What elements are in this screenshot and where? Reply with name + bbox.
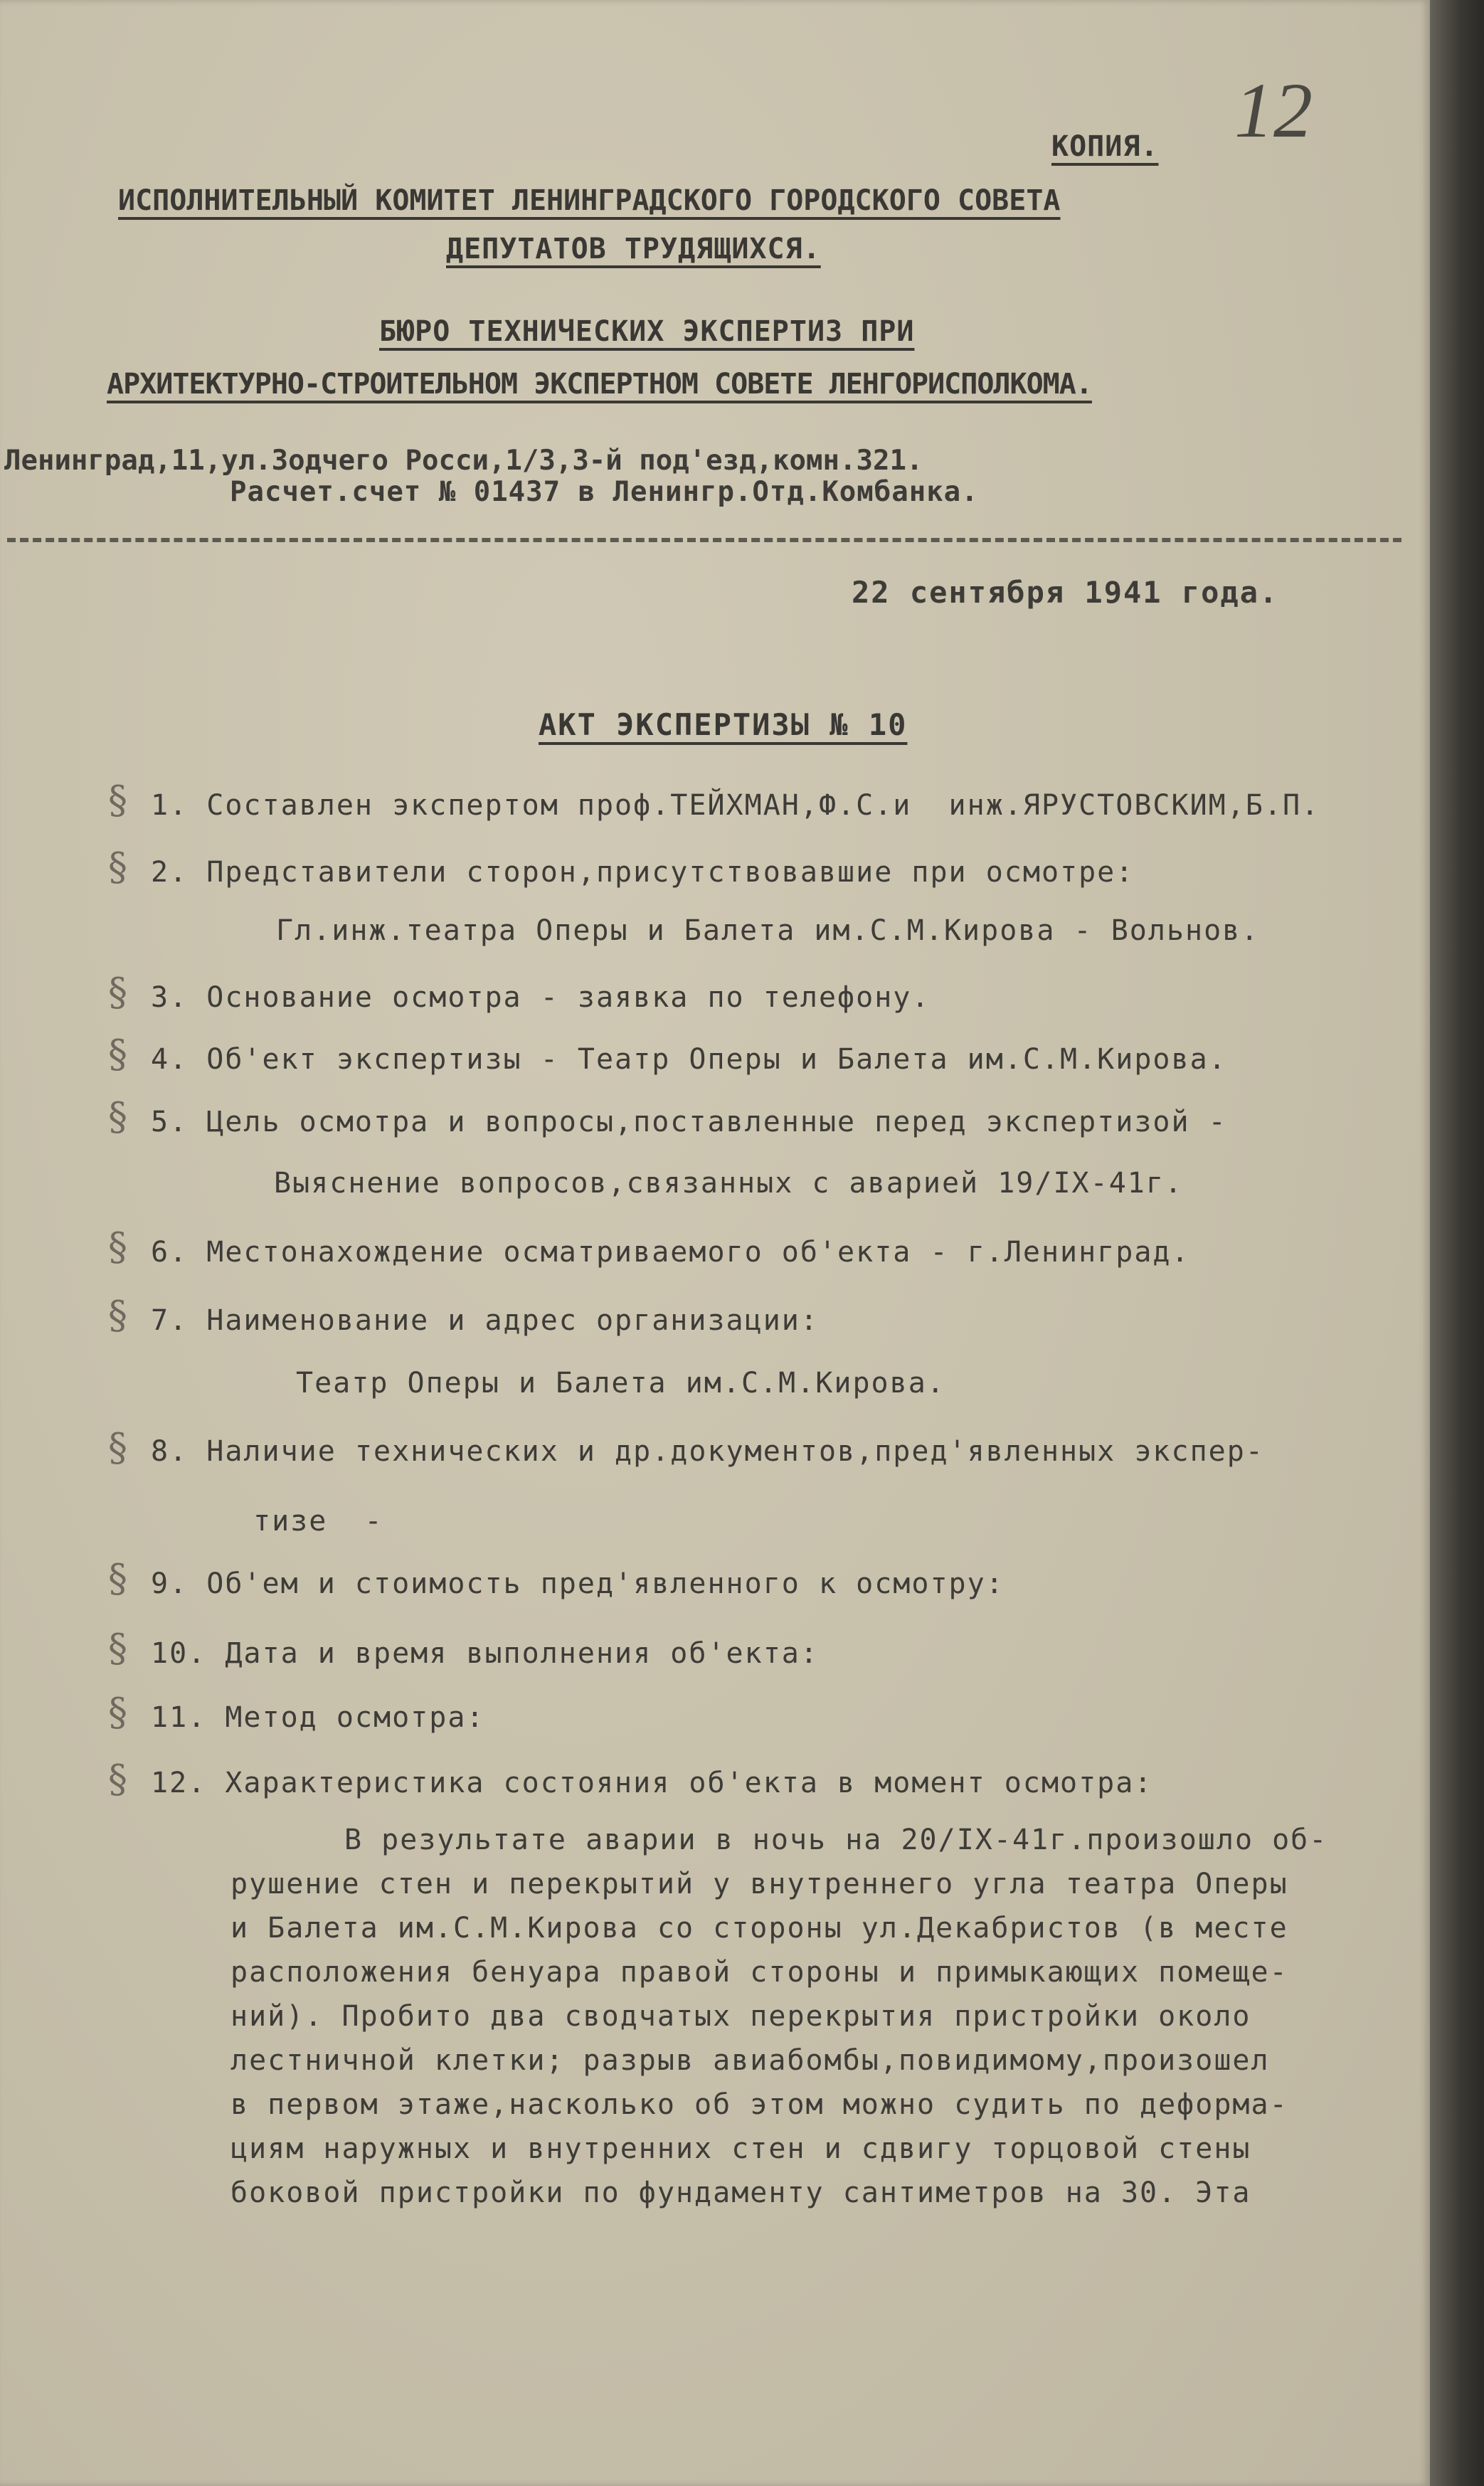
section-mark: § xyxy=(108,1757,127,1802)
item-7: 7. Наименование и адрес организации: xyxy=(151,1304,819,1337)
address-line-2: Расчет.счет № 01437 в Ленингр.Отд.Комбанка. xyxy=(230,476,979,508)
header-line-3: БЮРО ТЕХНИЧЕСКИХ ЭКСПЕРТИЗ ПРИ xyxy=(379,315,915,348)
section-mark: § xyxy=(108,1094,127,1139)
section-mark: § xyxy=(108,970,127,1015)
body-line-6: лестничной клетки; разрыв авиабомбы,повидимому,произошел xyxy=(230,2044,1270,2077)
item-8-continued: тизе - xyxy=(253,1505,383,1538)
body-line-7: в первом этаже,насколько об этом можно судить по деформа- xyxy=(230,2088,1288,2121)
copy-mark: КОПИЯ. xyxy=(1051,130,1159,163)
body-line-8: циям наружных и внутренних стен и сдвигу торцовой стены xyxy=(230,2132,1251,2165)
item-2: 2. Представители сторон,присутствовавшие при осмотре: xyxy=(151,856,1135,889)
book-binding xyxy=(1426,0,1484,2486)
header-line-2: ДЕПУТАТОВ ТРУДЯЩИХСЯ. xyxy=(446,233,821,265)
body-line-9: боковой пристройки по фундаменту сантиметров на 30. Эта xyxy=(230,2176,1251,2209)
item-12: 12. Характеристика состояния об'екта в момент осмотра: xyxy=(151,1767,1153,1799)
item-11: 11. Метод осмотра: xyxy=(151,1701,485,1734)
item-3: 3. Основание осмотра - заявка по телефону. xyxy=(151,981,931,1014)
item-5-detail: Выяснение вопросов,связанных с аварией 19/IX-41г. xyxy=(274,1167,1184,1200)
section-mark: § xyxy=(108,1690,127,1735)
page-number: 12 xyxy=(1234,67,1313,154)
section-mark: § xyxy=(108,1293,127,1338)
item-6: 6. Местонахождение осматриваемого об'екта - г.Ленинград. xyxy=(151,1236,1190,1269)
item-9: 9. Об'ем и стоимость пред'явленного к осмотру: xyxy=(151,1567,1005,1600)
document-date: 22 сентября 1941 года. xyxy=(852,575,1279,610)
header-line-4: АРХИТЕКТУРНО-СТРОИТЕЛЬНОМ ЭКСПЕРТНОМ СОВЕТЕ ЛЕНГОРИСПОЛКОМА. xyxy=(107,368,1092,401)
section-mark: § xyxy=(108,1556,127,1601)
section-mark: § xyxy=(108,1032,127,1077)
item-2-detail: Гл.инж.театра Оперы и Балета им.С.М.Кирова - Вольнов. xyxy=(276,914,1260,947)
body-line-1: В результате аварии в ночь на 20/IX-41г.произошло об- xyxy=(344,1824,1328,1856)
header-line-1: ИСПОЛНИТЕЛЬНЫЙ КОМИТЕТ ЛЕНИНГРАДСКОГО ГОРОДСКОГО СОВЕТА xyxy=(118,184,1061,217)
item-4: 4. Об'ект экспертизы - Театр Оперы и Балета им.С.М.Кирова. xyxy=(151,1043,1227,1076)
item-5: 5. Цель осмотра и вопросы,поставленные перед экспертизой - xyxy=(151,1106,1227,1138)
separator-line xyxy=(7,538,1401,542)
section-mark: § xyxy=(108,778,127,823)
item-8: 8. Наличие технических и др.документов,пред'явленных экспер- xyxy=(151,1435,1264,1468)
item-1: 1. Составлен экспертом проф.ТЕЙХМАН,Ф.С.и инж.ЯРУСТОВСКИМ,Б.П. xyxy=(151,789,1320,822)
section-mark: § xyxy=(108,1225,127,1269)
document-title: АКТ ЭКСПЕРТИЗЫ № 10 xyxy=(539,707,908,742)
item-10: 10. Дата и время выполнения об'екта: xyxy=(151,1637,819,1670)
address-line-1: Ленинград,11,ул.Зодчего Росси,1/3,3-й под'езд,комн.321. xyxy=(4,445,923,477)
section-mark: § xyxy=(108,1425,127,1470)
section-mark: § xyxy=(108,845,127,889)
body-line-2: рушение стен и перекрытий у внутреннего угла театра Оперы xyxy=(230,1868,1288,1900)
body-line-4: расположения бенуара правой стороны и примыкающих помеще- xyxy=(230,1956,1288,1989)
body-line-5: ний). Пробито два сводчатых перекрытия пристройки около xyxy=(230,2000,1251,2033)
body-line-3: и Балета им.С.М.Кирова со стороны ул.Декабристов (в месте xyxy=(230,1912,1288,1945)
item-7-detail: Театр Оперы и Балета им.С.М.Кирова. xyxy=(296,1367,945,1400)
section-mark: § xyxy=(108,1626,127,1671)
